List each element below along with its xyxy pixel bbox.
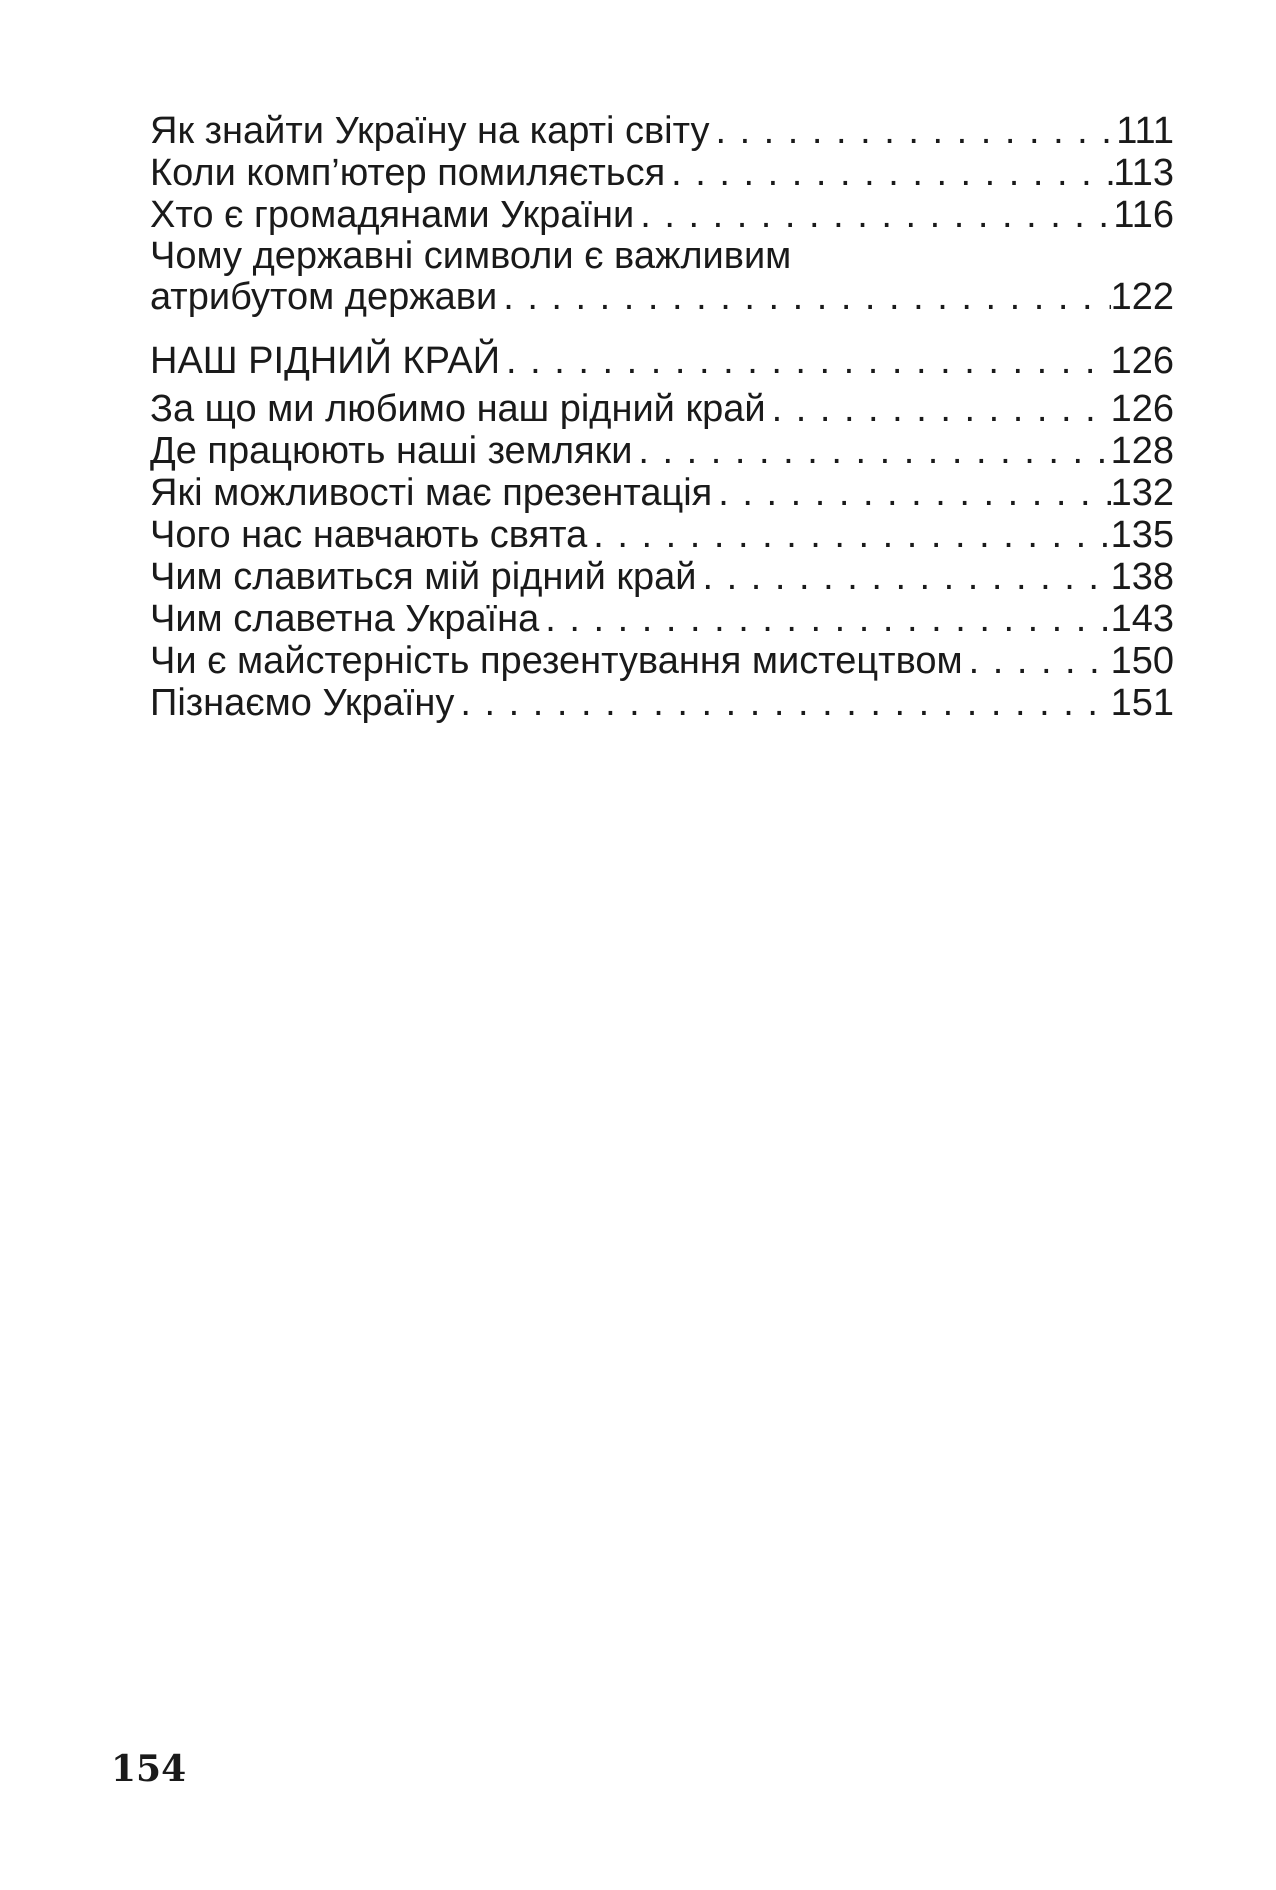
toc-entry-title: Чи є майстерність презентування мистецтвом xyxy=(150,640,963,682)
toc-entry-page: 111 xyxy=(1116,110,1174,152)
toc-entry-title: Пізнаємо Україну xyxy=(150,682,455,724)
toc-entry-page: 122 xyxy=(1110,276,1174,318)
dot-leader xyxy=(500,340,1111,382)
toc-entry-title: Чим славетна Україна xyxy=(150,598,540,640)
table-of-contents xyxy=(150,110,1174,724)
dot-leader xyxy=(634,194,1113,236)
toc-entry-title-line2: атрибутом держави xyxy=(150,276,498,318)
toc-entry-page: 135 xyxy=(1110,514,1174,556)
toc-entry-title: Чим славиться мій рідний край xyxy=(150,556,697,598)
toc-entry-page: 132 xyxy=(1110,472,1174,514)
toc-entry xyxy=(150,388,1174,430)
toc-entry-page: 143 xyxy=(1110,598,1174,640)
toc-entry-title-line1: Чому державні символи є важливим xyxy=(150,235,792,277)
dot-leader xyxy=(709,110,1116,152)
dot-leader xyxy=(712,472,1110,514)
toc-entry xyxy=(150,110,1174,152)
toc-entry-page: 126 xyxy=(1110,388,1174,430)
toc-section-heading xyxy=(150,340,1174,382)
dot-leader xyxy=(963,640,1111,682)
dot-leader xyxy=(587,514,1110,556)
page-number: 154 xyxy=(111,1748,187,1790)
toc-entry xyxy=(150,514,1174,556)
toc-entry-title: Коли комп’ютер помиляється xyxy=(150,152,666,194)
toc-entry-title: Де працюють наші земляки xyxy=(150,430,633,472)
toc-entry xyxy=(150,640,1174,682)
toc-entry-page: 128 xyxy=(1110,430,1174,472)
toc-entry-page: 138 xyxy=(1110,556,1174,598)
toc-entry xyxy=(150,598,1174,640)
toc-entry-title: Які можливості має презентація xyxy=(150,472,713,514)
toc-entry-page: 116 xyxy=(1113,194,1174,236)
section-page: 126 xyxy=(1110,340,1174,382)
toc-entry-wrapped-line2 xyxy=(150,276,1174,318)
toc-entry xyxy=(150,556,1174,598)
toc-entry xyxy=(150,472,1174,514)
toc-entry-title: Чого нас навчають свята xyxy=(150,514,588,556)
dot-leader xyxy=(632,430,1110,472)
toc-entry xyxy=(150,194,1174,236)
toc-entry xyxy=(150,430,1174,472)
toc-entry-page: 113 xyxy=(1113,152,1174,194)
dot-leader xyxy=(665,152,1113,194)
toc-entry-wrapped-line1 xyxy=(150,236,1174,276)
toc-entry xyxy=(150,682,1174,724)
dot-leader xyxy=(766,388,1111,430)
toc-entry-title: Хто є громадянами України xyxy=(150,194,635,236)
dot-leader xyxy=(497,276,1110,318)
toc-entry xyxy=(150,152,1174,194)
toc-entry-title: За що ми любимо наш рідний край xyxy=(150,388,766,430)
toc-entry-page: 151 xyxy=(1110,682,1174,724)
dot-leader xyxy=(454,682,1110,724)
toc-entry-page: 150 xyxy=(1110,640,1174,682)
section-title: НАШ РІДНИЙ КРАЙ xyxy=(150,340,501,382)
toc-entry-title: Як знайти Україну на карті світу xyxy=(150,110,710,152)
dot-leader xyxy=(539,598,1110,640)
dot-leader xyxy=(697,556,1111,598)
